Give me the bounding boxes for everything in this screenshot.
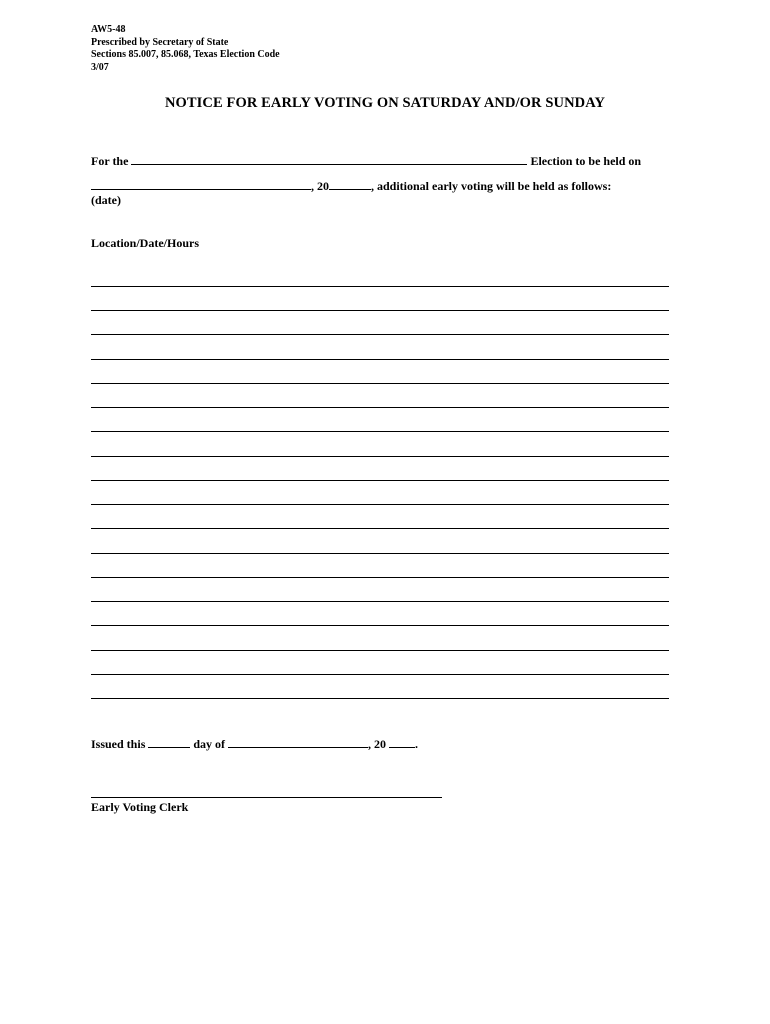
date-caption: (date) xyxy=(91,193,121,207)
issued-month-field[interactable] xyxy=(228,736,368,748)
location-line[interactable] xyxy=(91,310,669,311)
election-date-field[interactable] xyxy=(91,178,311,190)
date-line xyxy=(91,178,611,194)
year-field[interactable] xyxy=(329,178,371,190)
signature-label: Early Voting Clerk xyxy=(91,800,189,814)
location-line[interactable] xyxy=(91,456,669,457)
form-header xyxy=(91,24,280,74)
year-prefix: , 20 xyxy=(311,179,329,193)
location-line[interactable] xyxy=(91,553,669,554)
election-line xyxy=(91,153,641,169)
location-line[interactable] xyxy=(91,625,669,626)
issued-year-prefix: , 20 xyxy=(368,737,387,751)
location-line[interactable] xyxy=(91,383,669,384)
location-line[interactable] xyxy=(91,359,669,360)
location-line[interactable] xyxy=(91,286,669,287)
location-line[interactable] xyxy=(91,334,669,335)
location-line[interactable] xyxy=(91,480,669,481)
issued-year-field[interactable] xyxy=(389,736,415,748)
issued-line xyxy=(91,736,418,752)
location-line[interactable] xyxy=(91,504,669,505)
issued-day-field[interactable] xyxy=(148,736,190,748)
election-prefix: For the xyxy=(91,154,129,168)
day-of-label: day of xyxy=(193,737,226,751)
election-suffix: Election to be held on xyxy=(530,154,642,168)
issued-prefix: Issued this xyxy=(91,737,146,751)
form-id: AW5-48 xyxy=(91,24,126,35)
section-label: Location/Date/Hours xyxy=(91,236,199,250)
code-sections: Sections 85.007, 85.068, Texas Election Code xyxy=(91,49,280,60)
location-line[interactable] xyxy=(91,407,669,408)
location-line[interactable] xyxy=(91,601,669,602)
location-line[interactable] xyxy=(91,528,669,529)
location-line[interactable] xyxy=(91,577,669,578)
issued-end: . xyxy=(415,737,419,751)
location-line[interactable] xyxy=(91,650,669,651)
signature-line[interactable] xyxy=(91,797,442,798)
location-line[interactable] xyxy=(91,431,669,432)
revision-date: 3/07 xyxy=(91,61,109,73)
page-title: NOTICE FOR EARLY VOTING ON SATURDAY AND/OR SUNDAY xyxy=(164,95,606,111)
election-name-field[interactable] xyxy=(131,153,527,165)
location-line[interactable] xyxy=(91,698,669,699)
location-line[interactable] xyxy=(91,674,669,675)
prescribed-by: Prescribed by Secretary of State xyxy=(91,36,229,48)
date-line-suffix: , additional early voting will be held as follows: xyxy=(371,179,612,193)
